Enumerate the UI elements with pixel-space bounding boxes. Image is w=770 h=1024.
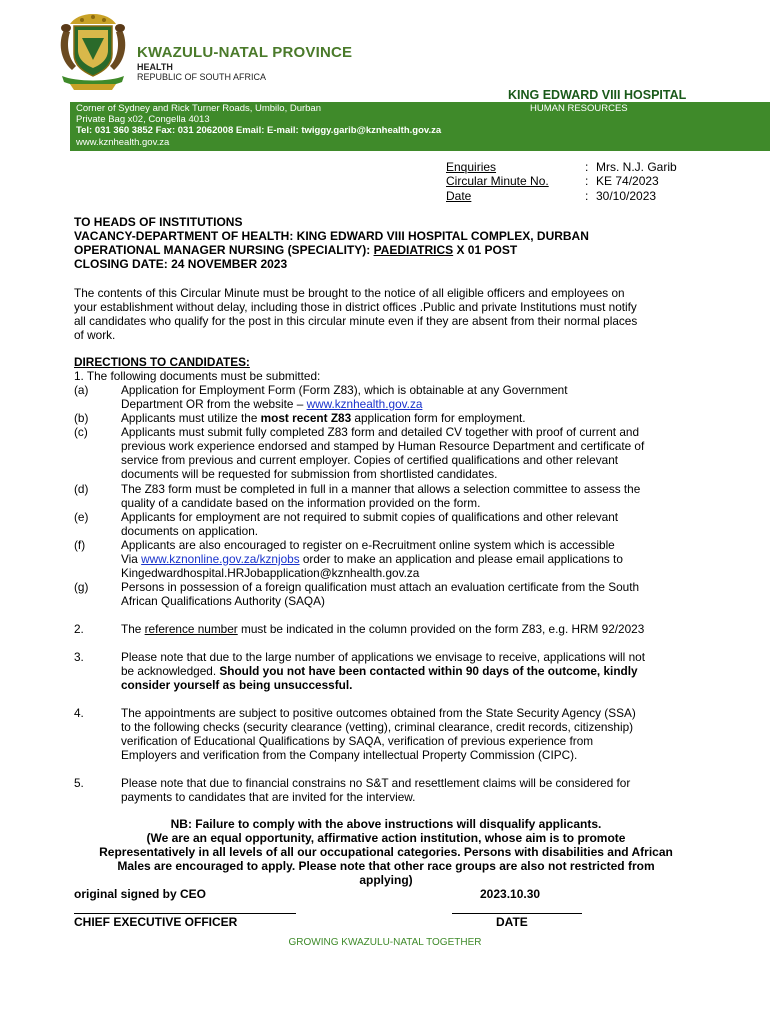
coat-of-arms-icon <box>52 10 134 94</box>
notice-line: (We are an equal opportunity, affirmative action institution, whose aim is to promote <box>146 831 626 845</box>
notice-line: NB: Failure to comply with the above instructions will disqualify applicants. <box>170 817 602 831</box>
enquiries-value: Mrs. N.J. Garib <box>596 160 677 174</box>
point-label: 5. <box>74 776 84 790</box>
item-text: African Qualifications Authority (SAQA) <box>121 594 325 608</box>
point-text: consider yourself as being unsuccessful. <box>121 678 353 692</box>
date-line <box>452 913 582 914</box>
department-name: HEALTH <box>137 62 173 72</box>
intro-line: your establishment without delay, including those in district offices .Public and private Institutions must notify <box>74 300 637 314</box>
point-text: payments to candidates that are invited for the interview. <box>121 790 416 804</box>
website-line: www.kznhealth.gov.za <box>76 137 170 148</box>
item-text: The Z83 form must be completed in full in a manner that allows a selection committee to assess the <box>121 482 641 496</box>
signed-date: 2023.10.30 <box>480 887 541 901</box>
date-value: 30/10/2023 <box>596 189 657 203</box>
item-text: service from previous and current employer. Copies of certified qualifications and other relevant <box>121 453 619 467</box>
item-label: (a) <box>74 383 89 397</box>
date-caption: DATE <box>496 915 528 929</box>
intro-line: of work. <box>74 328 116 342</box>
point-text: verification of Educational Qualifications by SAQA, verification of previous experience from <box>121 734 594 748</box>
item-text: Applicants are also encouraged to register on e-Recruitment online system which is accessible <box>121 538 615 552</box>
contact-line: Tel: 031 360 3852 Fax: 031 2062008 Email: E-mail: twiggy.garib@kznhealth.gov.za <box>76 125 442 136</box>
notice-line: applying) <box>359 873 413 887</box>
item-label: (g) <box>74 580 89 594</box>
hospital-name: KING EDWARD VIII HOSPITAL <box>508 88 687 102</box>
point-text: Please note that due to financial constrains no S&T and resettlement claims will be considered for <box>121 776 631 790</box>
heading-line: VACANCY-DEPARTMENT OF HEALTH: KING EDWARD VIII HOSPITAL COMPLEX, DURBAN <box>74 229 589 243</box>
item-text: Kingedwardhospital.HRJobapplication@kznhealth.gov.za <box>121 566 420 580</box>
item-label: (f) <box>74 538 86 552</box>
colon: : <box>585 189 589 203</box>
officer-title: CHIEF EXECUTIVE OFFICER <box>74 915 238 929</box>
item-text: Applicants must utilize the most recent Z83 application form for employment. <box>121 411 526 425</box>
colon: : <box>585 174 589 188</box>
signed-by: original signed by CEO <box>74 887 207 901</box>
item-label: (d) <box>74 482 89 496</box>
point-text: The reference number must be indicated in the column provided on the form Z83, e.g. HRM 92/2023 <box>121 622 645 636</box>
item-text: Applicants for employment are not required to submit copies of qualifications and other relevant <box>121 510 619 524</box>
notice-line: Representatively in all levels of all our occupational categories. Persons with disabilities and African <box>99 845 673 859</box>
address-line: Private Bag x02, Congella 4013 <box>76 114 210 125</box>
province-name: KWAZULU-NATAL PROVINCE <box>137 44 353 61</box>
item-text: quality of a candidate based on the information provided on the form. <box>121 496 481 510</box>
item-label: (e) <box>74 510 89 524</box>
item-text: previous work experience endorsed and stamped by Human Resource Department and certificate of <box>121 439 645 453</box>
circular-label: Circular Minute No. <box>446 174 549 188</box>
kznhealth-link[interactable]: www.kznhealth.gov.za <box>306 397 423 411</box>
enquiries-label: Enquiries <box>446 160 497 174</box>
kznonline-link[interactable]: www.kznonline.gov.za/kznjobs <box>141 552 300 566</box>
intro-line: The contents of this Circular Minute must be brought to the notice of all eligible officers and employees on <box>74 286 625 300</box>
country-name: REPUBLIC OF SOUTH AFRICA <box>137 72 267 82</box>
item-text: Persons in possession of a foreign qualification must attach an evaluation certificate from the South <box>121 580 640 594</box>
directions-sub: 1. The following documents must be submitted: <box>74 369 321 383</box>
section-label: HUMAN RESOURCES <box>530 103 628 114</box>
item-text: documents will be requested for submission from shortlisted candidates. <box>121 467 498 481</box>
item-text: Via www.kznonline.gov.za/kznjobs order to make an application and please email applications to <box>121 552 623 566</box>
point-text: Employers and verification from the Company intellectual Property Commission (CIPC). <box>121 748 578 762</box>
point-text: Please note that due to the large number of applications we envisage to receive, applications will not <box>121 650 645 664</box>
directions-title: DIRECTIONS TO CANDIDATES: <box>74 355 250 369</box>
address-line: Corner of Sydney and Rick Turner Roads, Umbilo, Durban <box>76 103 322 114</box>
point-label: 3. <box>74 650 84 664</box>
item-text: Department OR from the website – www.kznhealth.gov.za <box>121 397 423 411</box>
item-text: Application for Employment Form (Form Z83), which is obtainable at any Government <box>121 383 568 397</box>
item-label: (c) <box>74 425 88 439</box>
intro-line: all candidates who qualify for the post in this circular minute even if they are absent from their normal places <box>74 314 638 328</box>
footer-slogan: GROWING KWAZULU-NATAL TOGETHER <box>288 937 482 948</box>
circular-value: KE 74/2023 <box>596 174 659 188</box>
point-text: The appointments are subject to positive outcomes obtained from the State Security Agency (SSA) <box>121 706 636 720</box>
heading-line: TO HEADS OF INSTITUTIONS <box>74 215 243 229</box>
date-label: Date <box>446 189 472 203</box>
signature-line <box>74 913 296 914</box>
colon: : <box>585 160 589 174</box>
item-text: documents on application. <box>121 524 259 538</box>
point-text: be acknowledged. Should you not have been contacted within 90 days of the outcome, kindly <box>121 664 638 678</box>
item-label: (b) <box>74 411 89 425</box>
point-text: to the following checks (security clearance (vetting), criminal clearance, credit records, citizenship) <box>121 720 634 734</box>
point-label: 4. <box>74 706 84 720</box>
item-text: Applicants must submit fully completed Z83 form and detailed CV together with proof of current and <box>121 425 640 439</box>
notice-line: Males are encouraged to apply. Please note that other race groups are also not restricted from <box>117 859 655 873</box>
closing-date: CLOSING DATE: 24 NOVEMBER 2023 <box>74 257 288 271</box>
point-label: 2. <box>74 622 84 636</box>
heading-line: OPERATIONAL MANAGER NURSING (SPECIALITY): PAEDIATRICS X 01 POST <box>74 243 518 257</box>
